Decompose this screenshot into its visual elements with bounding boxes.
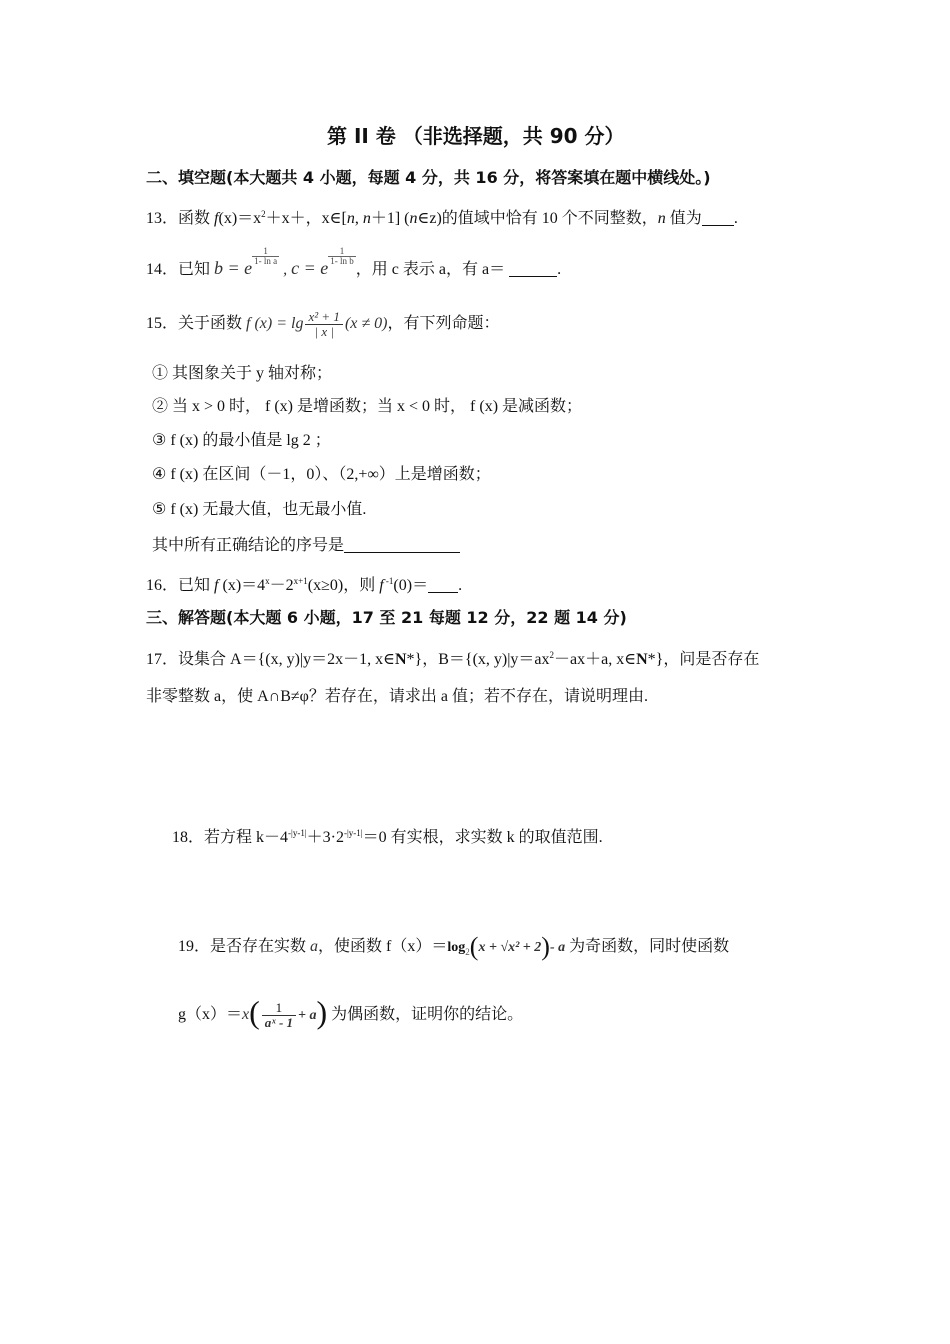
question-15: 15．关于函数 f (x) = lg $\frac{\text{x² + 1}}{| x |}$ (x ≠ 0)，有下列命题： — [146, 308, 500, 339]
question-17-line-1: 17．设集合 A＝{(x, y)|y＝2x－1, x∈N*}，B＝{(x, $y)|y=ax^2-ax+a$, x∈N*}，问是否存在 — [146, 650, 760, 668]
proposition-5: ⑤ f (x) 无最大值，也无最小值. — [152, 501, 367, 518]
question-14: 14．已知 b = e $\frac{1}{\text{1- ln a}}$ , c = e $\frac{1}{\text{1- ln b}}$ ，用 c 表示 a，有 a＝ . — [146, 246, 562, 278]
question-number: 19． — [178, 938, 211, 955]
question-19-line-1: 19．是否存在实数 a，使函数 $f(x)=\log_2(x + √x^2 + 2)-$ a 为奇函数，同时使函数 — [178, 932, 730, 961]
question-17-line-2: 非零整数 a，使 A∩B≠φ？若存在，请求出 a 值；若不存在，请说明理由. — [146, 688, 649, 705]
answer-blank[interactable] — [702, 209, 734, 226]
question-18: 18．若方程 $k-4^{-|y-1|}+3\cdot 2^{-|y-1|}=0$ 有实根，求实数 k 的取值范围. — [172, 828, 603, 846]
question-number: 14． — [146, 261, 179, 278]
exponent-fraction: $\frac{1}{\text{1- ln a}}$ — [254, 246, 278, 266]
proposition-1: ① 其图象关于 y 轴对称； — [152, 365, 333, 382]
exponent-fraction: $\frac{1}{\text{1- ln b}}$ — [330, 246, 354, 266]
proposition-2: ② 当 x > 0 时， f (x) 是增函数；当 x < 0 时， f (x) 是减函数； — [152, 398, 583, 415]
section-heading-solutions: 三、解答题(本大题 6 小题，17 至 21 每题 12 分，22 题 14 分) — [146, 608, 627, 627]
proposition-4: ④ f (x) 在区间（－1，0）、（2,+∞）上是增函数； — [152, 466, 491, 483]
question-number: 13． — [146, 210, 179, 227]
question-number: 15． — [146, 315, 179, 332]
answer-blank[interactable] — [344, 536, 460, 553]
question-16: 16．已知 f $(x)=4^x-2^{x+1}(x\ge 0)$，则 f $^{-1}$(0)＝ . — [146, 576, 463, 594]
answer-blank[interactable] — [428, 576, 458, 593]
answer-prompt: 其中所有正确结论的序号是 — [152, 535, 460, 557]
question-number: 18． — [172, 829, 205, 846]
question-number: 17． — [146, 651, 179, 668]
answer-blank[interactable] — [509, 260, 557, 277]
question-19-line-2: g（x）＝x( $\frac{1}{\text{aˣ - 1}}$ + a) 为偶函数，证明你的结论。 — [178, 994, 524, 1030]
function-fraction: $\frac{\text{x² + 1}}{| x |}$ — [305, 310, 342, 339]
g-fraction: $\frac{1}{\text{aˣ - 1}}$ — [262, 1001, 296, 1030]
proposition-3: ③ f (x) 的最小值是 lg 2 ； — [152, 432, 331, 449]
question-number: 16． — [146, 577, 179, 594]
section-heading-fill-in: 二、填空题(本大题共 4 小题，每题 4 分，共 16 分，将答案填在题中横线处。) — [146, 168, 711, 187]
page-title: 第 II 卷 （非选择题，共 90 分） — [327, 124, 625, 148]
question-13: 13．函数 $f(x)=x^2+x+$，x∈[n, n＋1] (n∈z)的值域中恰有 10 个不同整数，n 值为 . — [146, 209, 738, 227]
